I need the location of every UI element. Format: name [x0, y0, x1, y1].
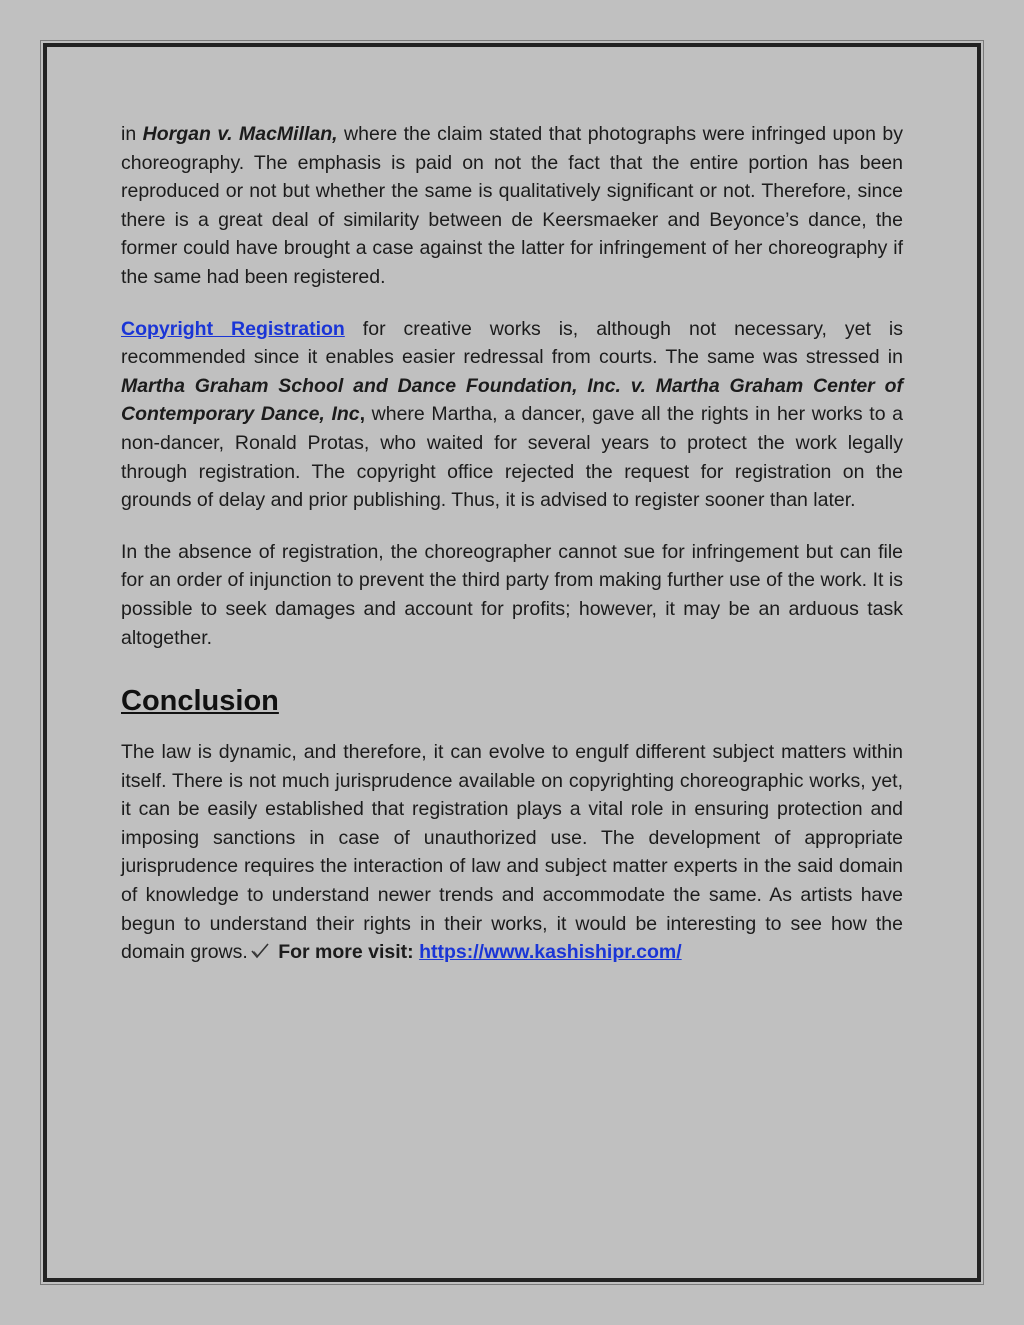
paragraph-text: The law is dynamic, and therefore, it can evolve to engulf different subject matters within itself. There is not much jurisprudence available on copyrighting choreographic works, yet, it can be easily established that registration plays a vital role in ensuring protection and imposing sanctions in case of unauthorized use. The development of appropriate jurisprudence requires the interaction of law and subject matter experts in the said domain of knowledge to understand newer trends and accommodate the same. As artists have begun to understand their rights in their works, it would be interesting to see how the domain grows.: [121, 741, 903, 964]
paragraph-horgan: [121, 120, 903, 292]
document-body: [121, 120, 903, 990]
paragraph-text: where the claim stated that photographs were infringed upon by choreography. The emphasis is paid on not the fact that the entire portion has been reproduced or not but whether the same is qualitatively significant or not. Therefore, since there is a great deal of similarity between de Keersmaeker and Beyonce’s dance, the former could have brought a case against the latter for infringement of her choreography if the same had been registered.: [121, 123, 903, 288]
case-citation-martha-graham: Martha Graham School and Dance Foundation, Inc. v. Martha Graham Center of Contemporary Dance, Inc: [121, 374, 903, 426]
case-citation-horgan: Horgan v. MacMillan,: [142, 123, 338, 145]
conclusion-heading: Conclusion: [121, 685, 279, 718]
paragraph-prefix: in: [121, 123, 143, 145]
paragraph-conclusion: [121, 738, 903, 967]
copyright-registration-link[interactable]: Copyright Registration: [121, 317, 345, 340]
website-link[interactable]: https://www.kashishipr.com/: [419, 941, 682, 964]
paragraph-copyright-registration: [121, 315, 903, 515]
paragraph-text: In the absence of registration, the choreographer cannot sue for infringement but can file for an order of injunction to prevent the third party from making further use of the work. It is possible to seek damages and account for profits; however, it may be an arduous task altogether.: [121, 540, 903, 649]
check-icon: [250, 940, 270, 958]
paragraph-text: where Martha, a dancer, gave all the rights in her works to a non-dancer, Ronald Protas, who waited for several years to protect the work legally through registration. The copyright office rejected the request for registration on the grounds of delay and prior publishing. Thus, it is advised to register sooner than later.: [121, 403, 903, 512]
paragraph-text: for creative works is, although not necessary, yet is recommended since it enables easier redressal from courts. The same was stressed in: [121, 317, 903, 369]
visit-label: For more visit:: [272, 941, 420, 964]
case-citation-suffix: ,: [359, 403, 366, 426]
paragraph-absence-of-registration: [121, 538, 903, 652]
